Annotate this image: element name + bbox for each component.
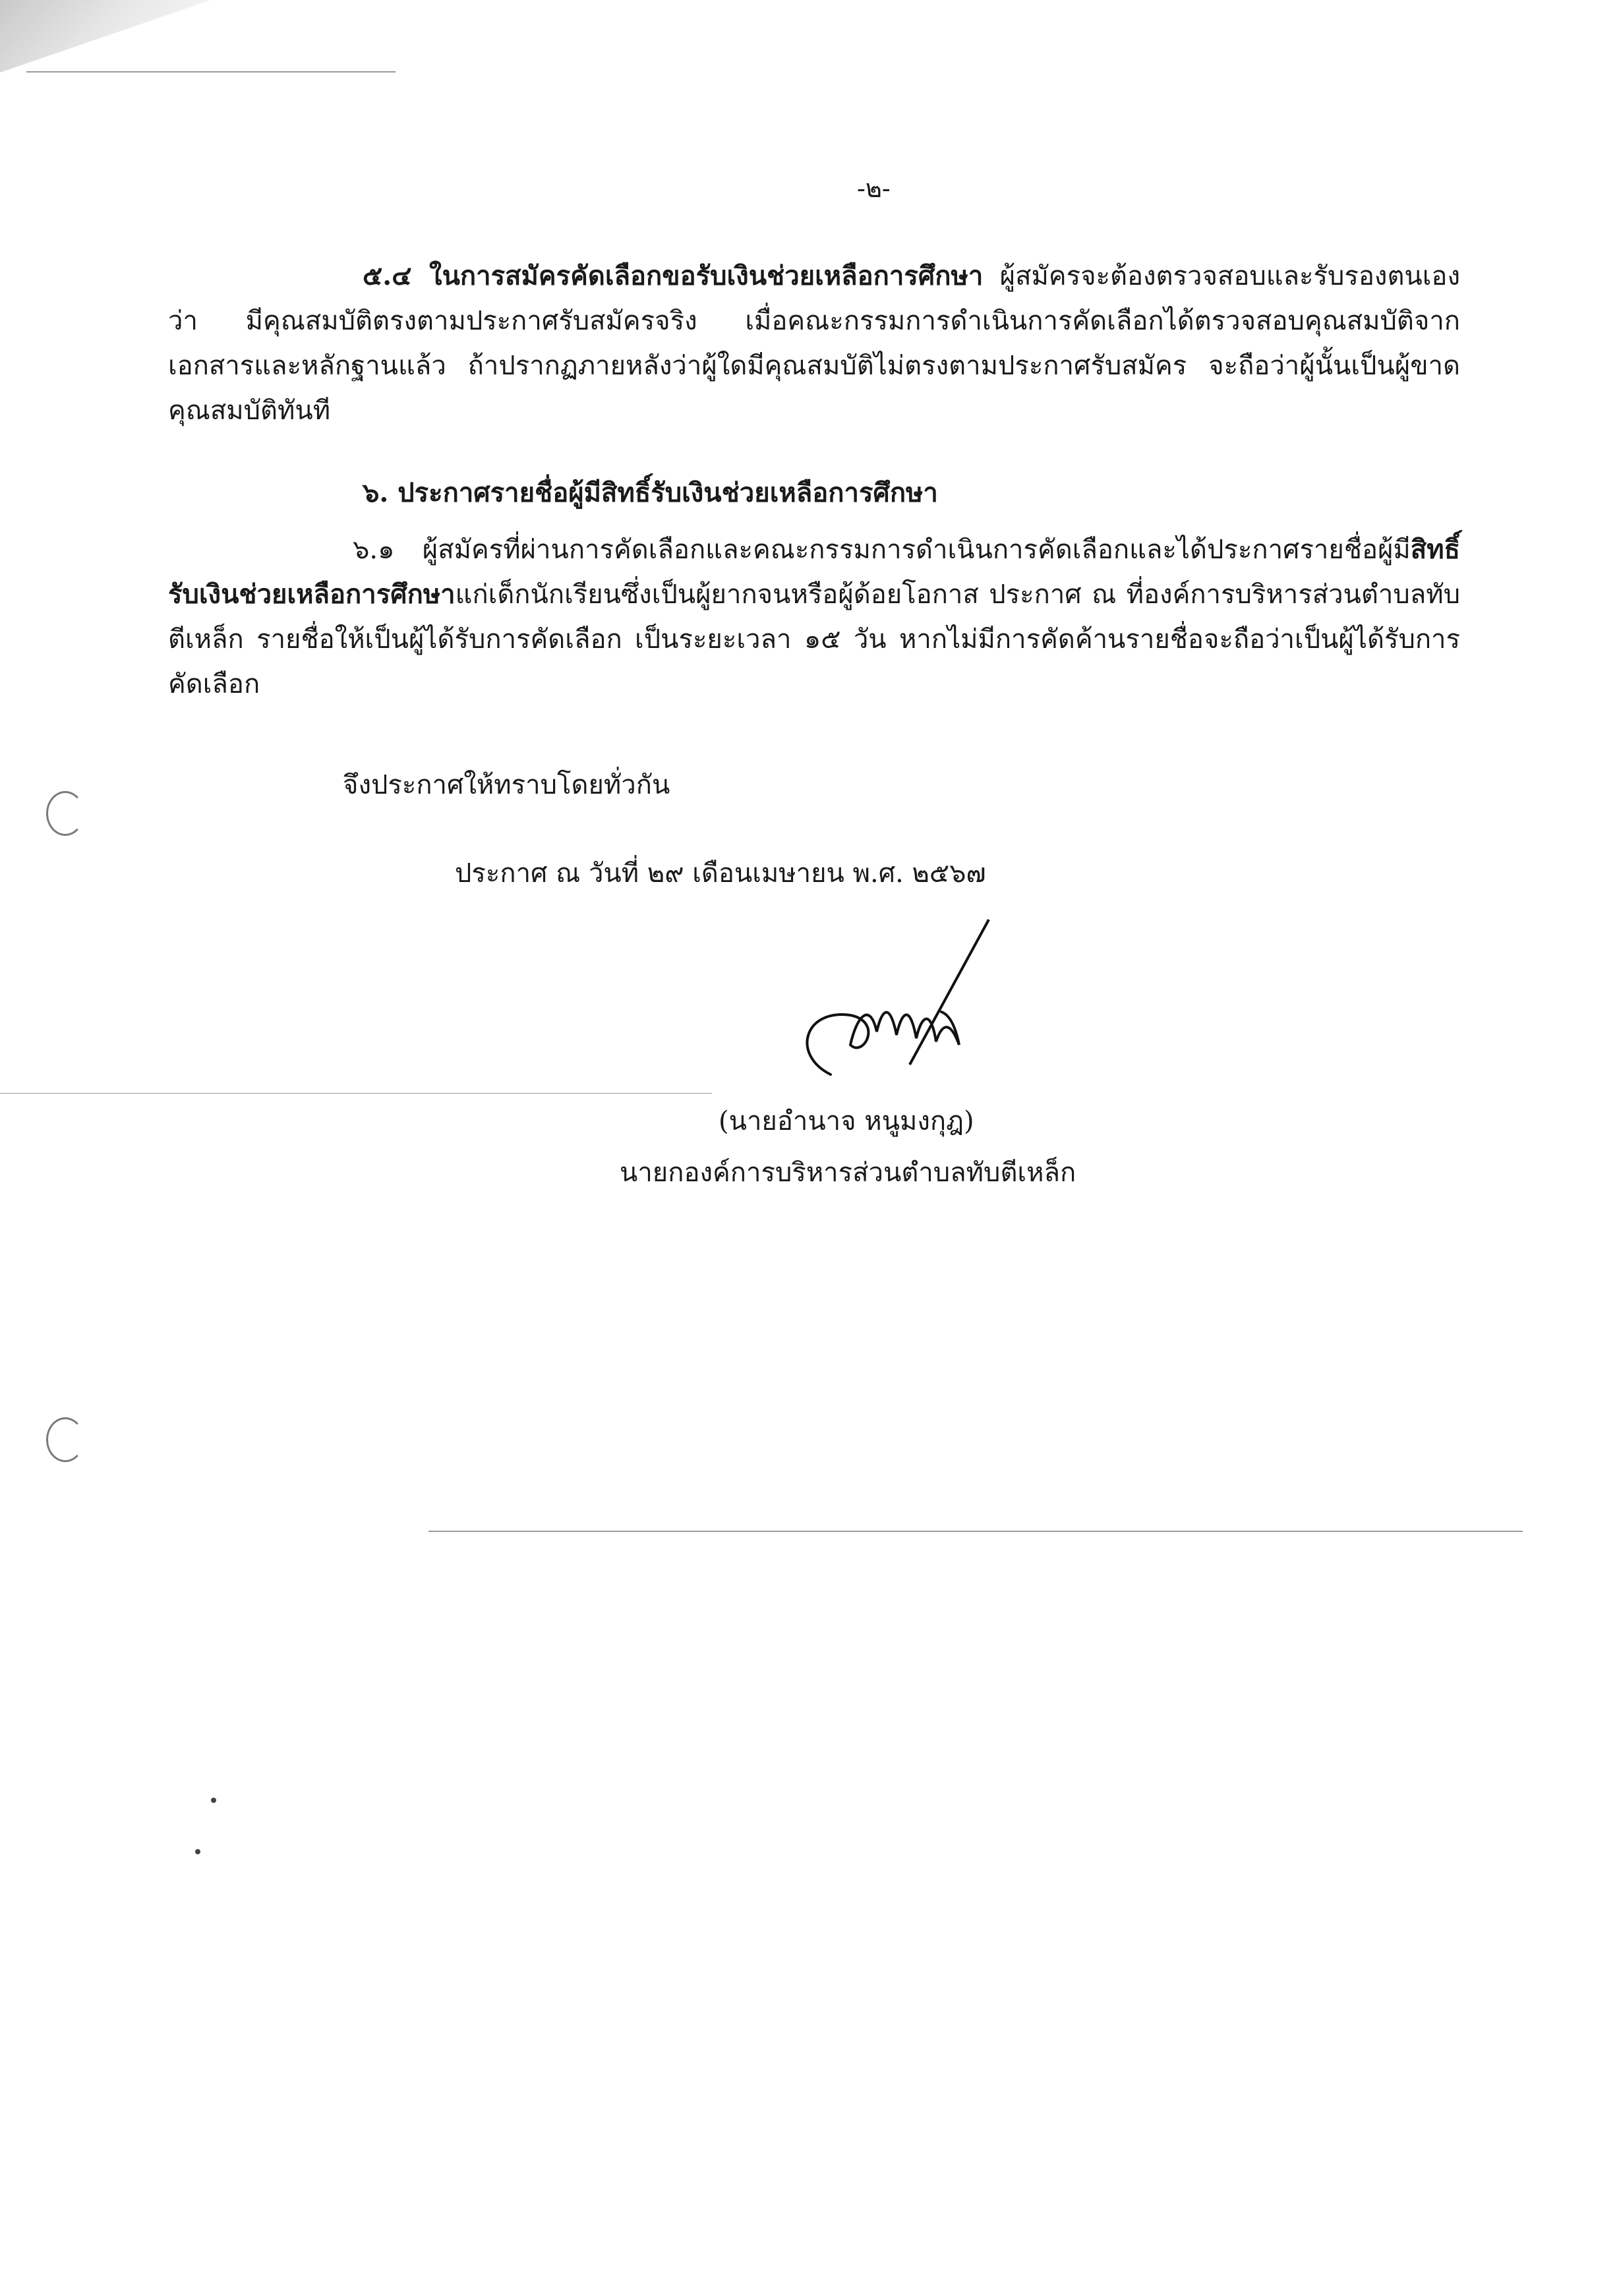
scan-shadow-corner <box>0 0 211 73</box>
scan-speck <box>195 1849 200 1854</box>
section-6-1-bold-text: สิทธิ์รับเงินช่วยเหลือการศึกษา <box>168 534 1460 610</box>
scan-speck <box>211 1798 216 1803</box>
section-5-4-body: ผู้สมัครจะต้องตรวจสอบและรับรองตนเองว่า มีคุณสมบัติตรงตามประกาศรับสมัครจริง เมื่อคณะกรรมการดำเนินการคัดเลือกได้ตรวจสอบคุณสมบัติจากเอกสารและหลักฐานแล้ว ถ้าปรากฏภายหลังว่าผู้ใดมีคุณสมบัติไม่ตรงตามประกาศรับสมัคร จะถือว่าผู้นั้นเป็นผู้ขาดคุณสมบัติทันที <box>168 261 1460 426</box>
announcement-date: ประกาศ ณ วันที่ ๒๙ เดือนเมษายน พ.ศ. ๒๕๖๗ <box>455 858 986 889</box>
section-6-1-paragraph <box>168 527 1460 707</box>
section-6-1-text-continued: แก่เด็กนักเรียนซึ่งเป็นผู้ยากจนหรือผู้ด้อยโอกาส ประกาศ ณ ที่องค์การบริหารส่วนตำบลทับตีเหล็ก รายชื่อให้เป็นผู้ได้รับการคัดเลือก เป็นระยะเวลา ๑๕ วัน หากไม่มีการคัดค้านรายชื่อจะถือว่าเป็นผู้ได้รับการคัดเลือก <box>168 579 1460 699</box>
section-5-4-label: ๕.๔ ในการสมัครคัดเลือกขอรับเงินช่วยเหลือการศึกษา <box>363 260 984 291</box>
section-6-1-text: ๖.๑ ผู้สมัครที่ผ่านการคัดเลือกและคณะกรรมการดำเนินการคัดเลือกและได้ประกาศรายชื่อผู้มี <box>353 535 1411 565</box>
signer-name: (นายอำนาจ หนูมงกุฎ) <box>719 1106 974 1136</box>
section-6-heading: ๖. ประกาศรายชื่อผู้มีสิทธิ์รับเงินช่วยเหลือการศึกษา <box>363 477 938 508</box>
punch-hole-mark <box>46 791 84 836</box>
page-number: -๒- <box>857 174 891 203</box>
scan-artifact-line <box>428 1531 1523 1532</box>
scan-artifact-line <box>0 1093 712 1094</box>
closing-statement: จึงประกาศให้ทราบโดยทั่วกัน <box>343 770 670 800</box>
handwritten-signature <box>778 916 1015 1088</box>
scan-artifact-line <box>26 71 396 73</box>
signer-title: นายกองค์การบริหารส่วนตำบลทับตีเหล็ก <box>620 1158 1076 1188</box>
punch-hole-mark <box>46 1417 84 1462</box>
section-5-4-paragraph <box>168 254 1460 433</box>
